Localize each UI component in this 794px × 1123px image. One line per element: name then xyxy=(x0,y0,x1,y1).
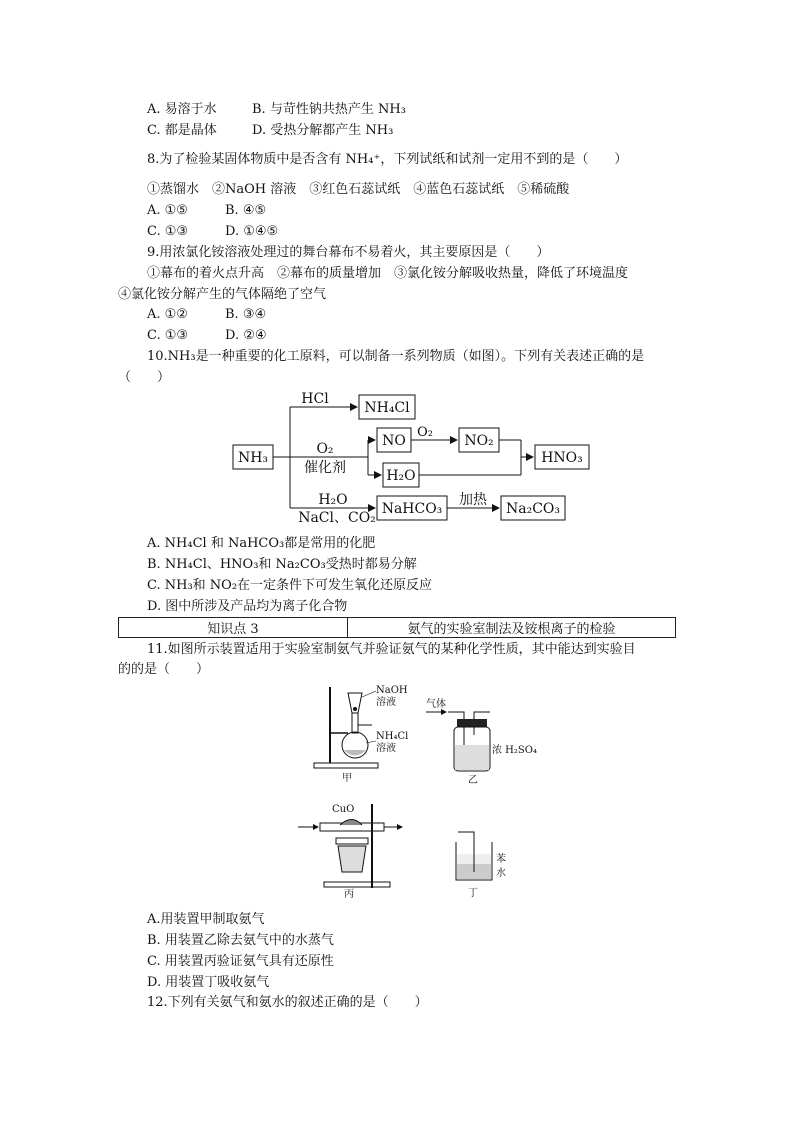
nahco3-label: NaHCO₃ xyxy=(381,501,443,517)
q10-option-c: C. NH₃和 NO₂在一定条件下可发生氧化还原反应 xyxy=(147,578,433,593)
nh3-label: NH₃ xyxy=(237,450,269,466)
h2o-box-label: H₂O xyxy=(386,468,416,484)
q7-option-d: D. 受热分解都产生 NH₃ xyxy=(252,123,394,138)
q11-stem-line2: 的的是（ ） xyxy=(118,662,210,677)
q11-option-b: B. 用装置乙除去氨气中的水蒸气 xyxy=(147,933,334,948)
q9-option-d: D. ②④ xyxy=(225,328,267,343)
q9-option-b: B. ③④ xyxy=(225,307,267,322)
na2co3-label: Na₂CO₃ xyxy=(505,501,561,517)
label-conc-h2so4: 浓 H₂SO₄ xyxy=(492,745,537,756)
label-solution-1: 溶液 xyxy=(376,697,396,708)
q10-option-a: A. NH₄Cl 和 NaHCO₃都是常用的化肥 xyxy=(147,536,376,551)
q11-option-d: D. 用装置丁吸收氨气 xyxy=(147,975,270,990)
q10-option-b: B. NH₄Cl、HNO₃和 Na₂CO₃受热时都易分解 xyxy=(147,557,417,572)
label-jia: 甲 xyxy=(342,773,352,783)
knowledge-point-table xyxy=(118,617,676,638)
q7-option-b: B. 与苛性钠共热产生 NH₃ xyxy=(252,102,406,117)
label-naoh: NaOH xyxy=(376,685,408,696)
q7-option-c: C. 都是晶体 xyxy=(147,123,217,138)
q11-option-a: A.用装置甲制取氨气 xyxy=(147,912,265,927)
nh4cl-label: NH₄Cl xyxy=(364,400,410,416)
q8-option-a: A. ①⑤ xyxy=(147,203,188,218)
label-cuo: CuO xyxy=(332,804,355,815)
label-gas: 气体 xyxy=(426,699,446,710)
no2-label: NO₂ xyxy=(464,433,494,449)
q9-items-line2: ④氯化铵分解产生的气体隔绝了空气 xyxy=(118,287,327,302)
q10-stem-line1: 10.NH₃是一种重要的化工原料，可以制备一系列物质（如图）。下列有关表述正确的是 xyxy=(147,349,645,364)
label-solution-2: 溶液 xyxy=(376,743,396,754)
q11-option-c: C. 用装置丙验证氨气具有还原性 xyxy=(147,954,334,969)
h2o-label: H₂O xyxy=(318,492,348,508)
label-benzene: 苯 xyxy=(496,854,506,865)
o2-label-mid: O₂ xyxy=(417,425,433,440)
q9-option-a: A. ①② xyxy=(147,307,188,322)
label-yi: 乙 xyxy=(468,775,478,785)
q9-option-c: C. ①③ xyxy=(147,328,189,343)
label-bing: 丙 xyxy=(344,889,354,898)
nacl-co2-label: NaCl、CO₂ xyxy=(298,510,376,526)
apparatus-ding xyxy=(452,828,522,900)
o2-label-top: O₂ xyxy=(316,441,334,457)
knowledge-point-label: 知识点 3 xyxy=(119,618,348,638)
q8-option-c: C. ①③ xyxy=(147,224,189,239)
nh3-flow-diagram xyxy=(225,388,605,528)
q10-stem-line2: （ ） xyxy=(118,370,171,385)
q8-stem: 8.为了检验某固体物质中是否含有 NH₄⁺，下列试纸和试剂一定用不到的是（ ） xyxy=(147,152,628,167)
q8-items: ①蒸馏水 ②NaOH 溶液 ③红色石蕊试纸 ④蓝色石蕊试纸 ⑤稀硫酸 xyxy=(147,182,570,197)
label-water: 水 xyxy=(496,868,506,879)
hcl-label: HCl xyxy=(301,391,329,407)
knowledge-point-topic: 氨气的实验室制法及铵根离子的检验 xyxy=(348,618,676,638)
q9-stem: 9.用浓氯化铵溶液处理过的舞台幕布不易着火，其主要原因是（ ） xyxy=(147,245,550,260)
q8-option-b: B. ④⑤ xyxy=(225,203,267,218)
q8-option-d: D. ①④⑤ xyxy=(225,224,279,239)
no-label: NO xyxy=(382,433,406,449)
q9-items-line1: ①幕布的着火点升高 ②幕布的质量增加 ③氯化铵分解吸收热量，降低了环境温度 xyxy=(147,266,629,281)
q7-option-a: A. 易溶于水 xyxy=(147,102,217,117)
heat-label: 加热 xyxy=(459,492,487,508)
q12-stem: 12.下列有关氨气和氨水的叙述正确的是（ ） xyxy=(147,995,428,1010)
apparatus-bing xyxy=(296,800,406,898)
label-nh4cl: NH₄Cl xyxy=(376,731,409,742)
apparatus-yi xyxy=(424,695,539,785)
q10-option-d: D. 图中所涉及产品均为离子化合物 xyxy=(147,599,348,614)
apparatus-jia xyxy=(310,685,420,783)
catalyst-label: 催化剂 xyxy=(304,460,346,476)
q11-stem-line1: 11.如图所示装置适用于实验室制氨气并验证氨气的某种化学性质，其中能达到实验目 xyxy=(147,642,636,657)
label-ding: 丁 xyxy=(468,888,478,899)
hno3-label: HNO₃ xyxy=(541,450,583,466)
